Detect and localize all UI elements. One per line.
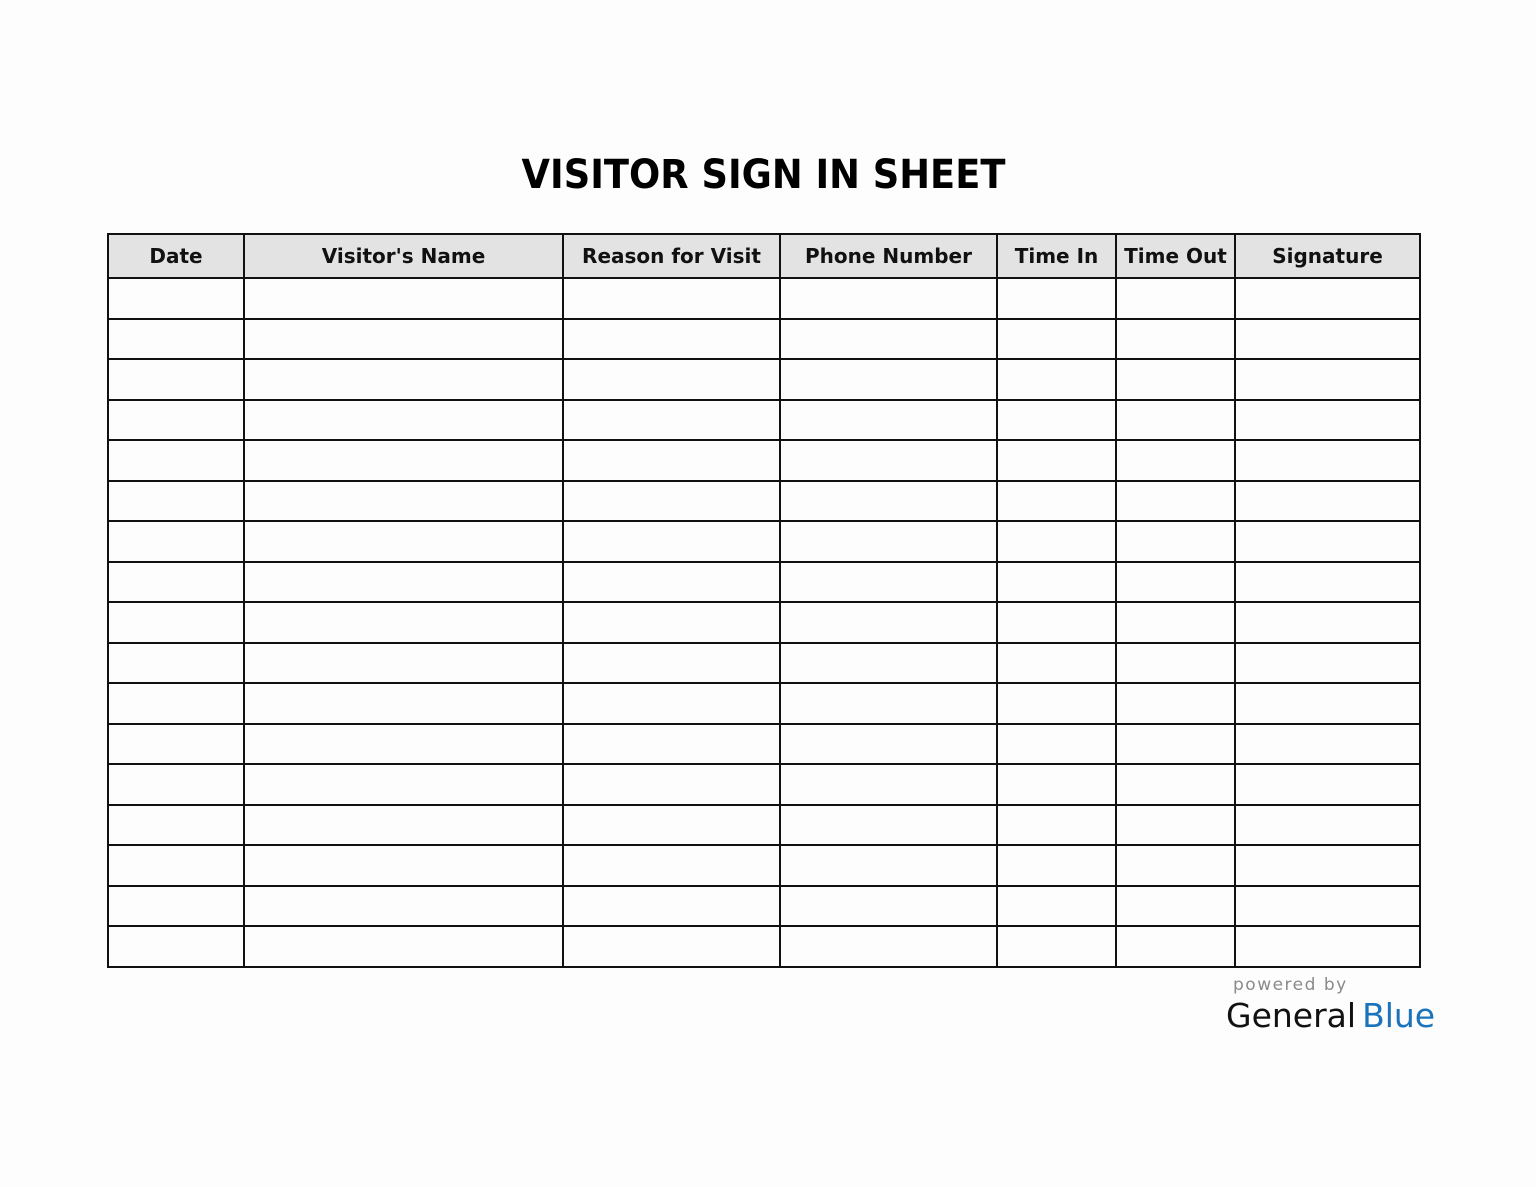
- table-cell[interactable]: [1235, 764, 1420, 805]
- table-cell[interactable]: [780, 481, 997, 522]
- table-cell[interactable]: [997, 359, 1116, 400]
- brand-general: General: [1226, 996, 1357, 1035]
- table-row: [108, 683, 1420, 724]
- table-cell[interactable]: [244, 400, 563, 441]
- table-cell[interactable]: [780, 926, 997, 967]
- table-cell[interactable]: [108, 602, 244, 643]
- table-cell[interactable]: [1116, 845, 1235, 886]
- table-cell[interactable]: [563, 319, 780, 360]
- table-row: [108, 886, 1420, 927]
- table-cell[interactable]: [244, 521, 563, 562]
- table-cell[interactable]: [244, 602, 563, 643]
- table-cell[interactable]: [1116, 886, 1235, 927]
- table-cell[interactable]: [997, 521, 1116, 562]
- table-cell[interactable]: [108, 926, 244, 967]
- table-cell[interactable]: [244, 764, 563, 805]
- table-cell[interactable]: [780, 400, 997, 441]
- table-cell[interactable]: [1235, 481, 1420, 522]
- table-cell[interactable]: [997, 481, 1116, 522]
- table-cell[interactable]: [997, 886, 1116, 927]
- table-cell[interactable]: [244, 278, 563, 319]
- table-cell[interactable]: [108, 481, 244, 522]
- table-cell[interactable]: [1116, 562, 1235, 603]
- table-cell[interactable]: [244, 805, 563, 846]
- table-cell[interactable]: [997, 845, 1116, 886]
- table-cell[interactable]: [563, 562, 780, 603]
- table-cell[interactable]: [1116, 724, 1235, 765]
- table-cell[interactable]: [997, 319, 1116, 360]
- table-cell[interactable]: [108, 440, 244, 481]
- column-header-date: Date: [108, 234, 244, 278]
- table-cell[interactable]: [563, 400, 780, 441]
- table-cell[interactable]: [108, 845, 244, 886]
- table-row: [108, 562, 1420, 603]
- table-cell[interactable]: [1116, 643, 1235, 684]
- table-cell[interactable]: [1116, 805, 1235, 846]
- column-header-reason: Reason for Visit: [563, 234, 780, 278]
- table-cell[interactable]: [997, 926, 1116, 967]
- column-header-phone: Phone Number: [780, 234, 997, 278]
- column-header-signature: Signature: [1235, 234, 1420, 278]
- table-cell[interactable]: [108, 764, 244, 805]
- table-cell[interactable]: [997, 278, 1116, 319]
- table-cell[interactable]: [563, 440, 780, 481]
- table-cell[interactable]: [244, 845, 563, 886]
- table-cell[interactable]: [1235, 278, 1420, 319]
- table-cell[interactable]: [1235, 724, 1420, 765]
- table-cell[interactable]: [244, 886, 563, 927]
- table-cell[interactable]: [1235, 643, 1420, 684]
- table-cell[interactable]: [244, 643, 563, 684]
- table-cell[interactable]: [108, 319, 244, 360]
- brand-blue: Blue: [1362, 996, 1436, 1035]
- table-row: [108, 440, 1420, 481]
- table-cell[interactable]: [1235, 400, 1420, 441]
- table-cell[interactable]: [1235, 845, 1420, 886]
- table-cell[interactable]: [563, 724, 780, 765]
- table-cell[interactable]: [1116, 278, 1235, 319]
- table-cell[interactable]: [1116, 440, 1235, 481]
- table-cell[interactable]: [244, 683, 563, 724]
- table-cell[interactable]: [780, 764, 997, 805]
- table-cell[interactable]: [244, 481, 563, 522]
- table-cell[interactable]: [780, 724, 997, 765]
- table-cell[interactable]: [997, 683, 1116, 724]
- table-row: [108, 521, 1420, 562]
- table-cell[interactable]: [108, 521, 244, 562]
- table-cell[interactable]: [997, 400, 1116, 441]
- table-cell[interactable]: [563, 886, 780, 927]
- table-cell[interactable]: [563, 602, 780, 643]
- table-cell[interactable]: [1235, 886, 1420, 927]
- table-cell[interactable]: [563, 845, 780, 886]
- table-row: [108, 643, 1420, 684]
- table-cell[interactable]: [563, 805, 780, 846]
- table-cell[interactable]: [997, 440, 1116, 481]
- table-cell[interactable]: [1116, 359, 1235, 400]
- table-row: [108, 481, 1420, 522]
- table-cell[interactable]: [108, 643, 244, 684]
- table-cell[interactable]: [563, 481, 780, 522]
- table-cell[interactable]: [1116, 481, 1235, 522]
- table-row: [108, 764, 1420, 805]
- table-cell[interactable]: [108, 400, 244, 441]
- column-header-time-in: Time In: [997, 234, 1116, 278]
- visitor-sign-in-table: [107, 233, 1421, 968]
- table-cell[interactable]: [1116, 521, 1235, 562]
- table-cell[interactable]: [780, 643, 997, 684]
- table-cell[interactable]: [780, 886, 997, 927]
- table-cell[interactable]: [780, 683, 997, 724]
- table-cell[interactable]: [244, 926, 563, 967]
- table-cell[interactable]: [780, 805, 997, 846]
- table-cell[interactable]: [563, 359, 780, 400]
- table-cell[interactable]: [108, 359, 244, 400]
- table-cell[interactable]: [780, 521, 997, 562]
- table-cell[interactable]: [1116, 926, 1235, 967]
- table-cell[interactable]: [780, 602, 997, 643]
- table-cell[interactable]: [997, 562, 1116, 603]
- table-row: [108, 926, 1420, 967]
- table-cell[interactable]: [997, 643, 1116, 684]
- table-cell[interactable]: [108, 805, 244, 846]
- table-cell[interactable]: [1116, 400, 1235, 441]
- table-cell[interactable]: [997, 602, 1116, 643]
- table-header-row: [108, 234, 1420, 278]
- table-cell[interactable]: [563, 643, 780, 684]
- table-cell[interactable]: [563, 278, 780, 319]
- table-cell[interactable]: [244, 319, 563, 360]
- table-cell[interactable]: [108, 683, 244, 724]
- table-cell[interactable]: [244, 359, 563, 400]
- table-cell[interactable]: [244, 440, 563, 481]
- table-cell[interactable]: [563, 683, 780, 724]
- page-title: VISITOR SIGN IN SHEET: [521, 152, 1006, 198]
- table-row: [108, 359, 1420, 400]
- table-cell[interactable]: [780, 440, 997, 481]
- table-cell[interactable]: [244, 562, 563, 603]
- table-cell[interactable]: [780, 359, 997, 400]
- table-cell[interactable]: [1235, 562, 1420, 603]
- table-cell[interactable]: [108, 886, 244, 927]
- table-cell[interactable]: [1235, 683, 1420, 724]
- table-cell[interactable]: [780, 562, 997, 603]
- table-cell[interactable]: [780, 278, 997, 319]
- table-cell[interactable]: [244, 724, 563, 765]
- table-row: [108, 278, 1420, 319]
- table-cell[interactable]: [563, 764, 780, 805]
- table-cell[interactable]: [108, 562, 244, 603]
- column-header-visitor-name: Visitor's Name: [244, 234, 563, 278]
- table-cell[interactable]: [1116, 319, 1235, 360]
- table-cell[interactable]: [1116, 683, 1235, 724]
- table-cell[interactable]: [1235, 602, 1420, 643]
- table-cell[interactable]: [1235, 440, 1420, 481]
- table-cell[interactable]: [108, 724, 244, 765]
- table-cell[interactable]: [563, 926, 780, 967]
- table-cell[interactable]: [1235, 521, 1420, 562]
- table-row: [108, 724, 1420, 765]
- table-row: [108, 400, 1420, 441]
- table-cell[interactable]: [108, 278, 244, 319]
- table-cell[interactable]: [1235, 359, 1420, 400]
- table-row: [108, 845, 1420, 886]
- table-cell[interactable]: [1235, 319, 1420, 360]
- table-row: [108, 805, 1420, 846]
- table-cell[interactable]: [1235, 926, 1420, 967]
- table-cell[interactable]: [1235, 805, 1420, 846]
- table-cell[interactable]: [1116, 602, 1235, 643]
- brand-logo: [1226, 996, 1435, 1035]
- table-cell[interactable]: [780, 845, 997, 886]
- table-cell[interactable]: [563, 521, 780, 562]
- table-cell[interactable]: [997, 805, 1116, 846]
- table-cell[interactable]: [997, 724, 1116, 765]
- table-row: [108, 319, 1420, 360]
- table-row: [108, 602, 1420, 643]
- table-cell[interactable]: [997, 764, 1116, 805]
- column-header-time-out: Time Out: [1116, 234, 1235, 278]
- table-cell[interactable]: [780, 319, 997, 360]
- powered-by-label: powered by: [1233, 975, 1348, 995]
- table-cell[interactable]: [1116, 764, 1235, 805]
